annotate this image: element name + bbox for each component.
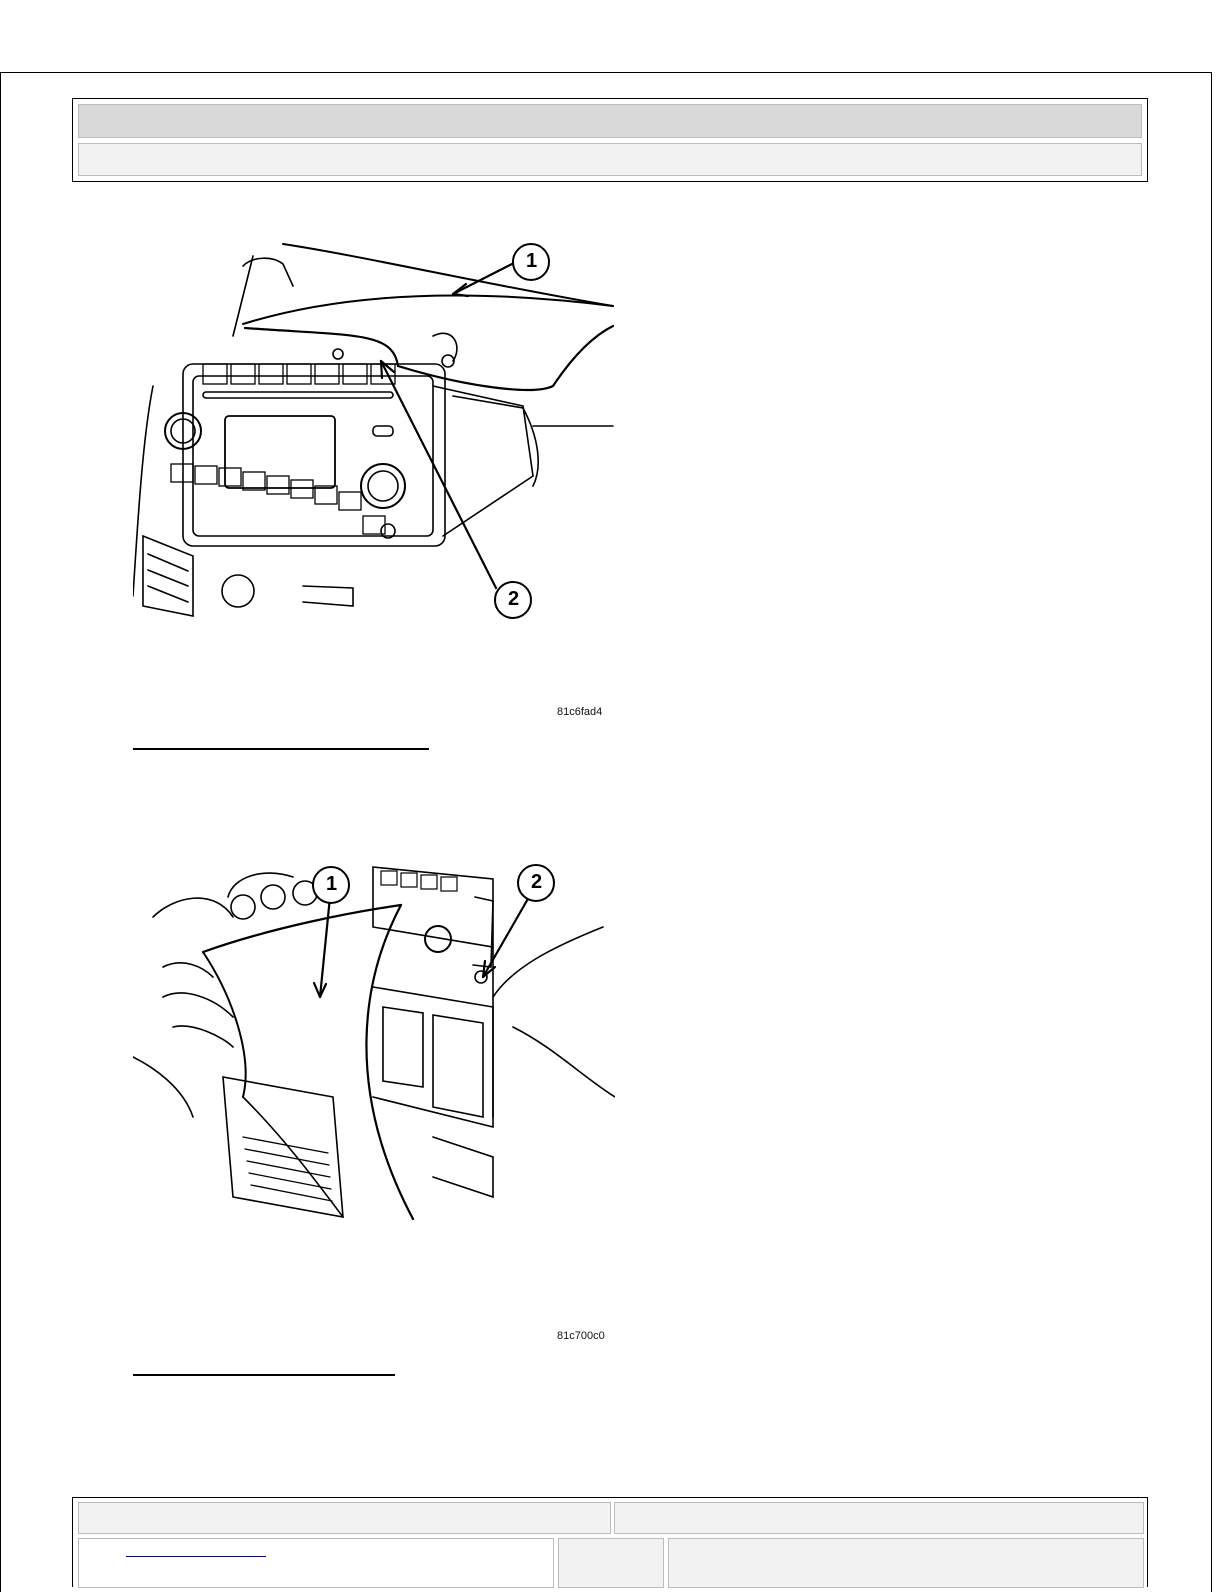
document-footer: [72, 1497, 1148, 1587]
figure-2-illustration: [133, 857, 615, 1227]
footer-right: [668, 1538, 1144, 1588]
figure-2-callout-2: 2: [530, 871, 543, 893]
footer-link-underline[interactable]: [126, 1556, 266, 1557]
figure-1-illustration: [133, 236, 615, 636]
figure-1-id: 81c6fad4: [557, 706, 603, 718]
footer-left-top: [78, 1502, 611, 1534]
figure-2-id: 81c700c0: [557, 1330, 605, 1342]
figure-1-callout-2: 2: [507, 588, 520, 610]
header-subtitle-bar: [78, 143, 1142, 176]
figure-1-callout-1: 1: [525, 250, 538, 272]
header-title-bar: [78, 104, 1142, 138]
figure-1-divider: [133, 748, 429, 750]
footer-middle: [558, 1538, 664, 1588]
document-header: [72, 98, 1148, 182]
footer-right-top: [614, 1502, 1144, 1534]
footer-left-bottom: [78, 1538, 554, 1588]
figure-2-callout-1: 1: [325, 873, 338, 895]
figure-2-divider: [133, 1374, 395, 1376]
